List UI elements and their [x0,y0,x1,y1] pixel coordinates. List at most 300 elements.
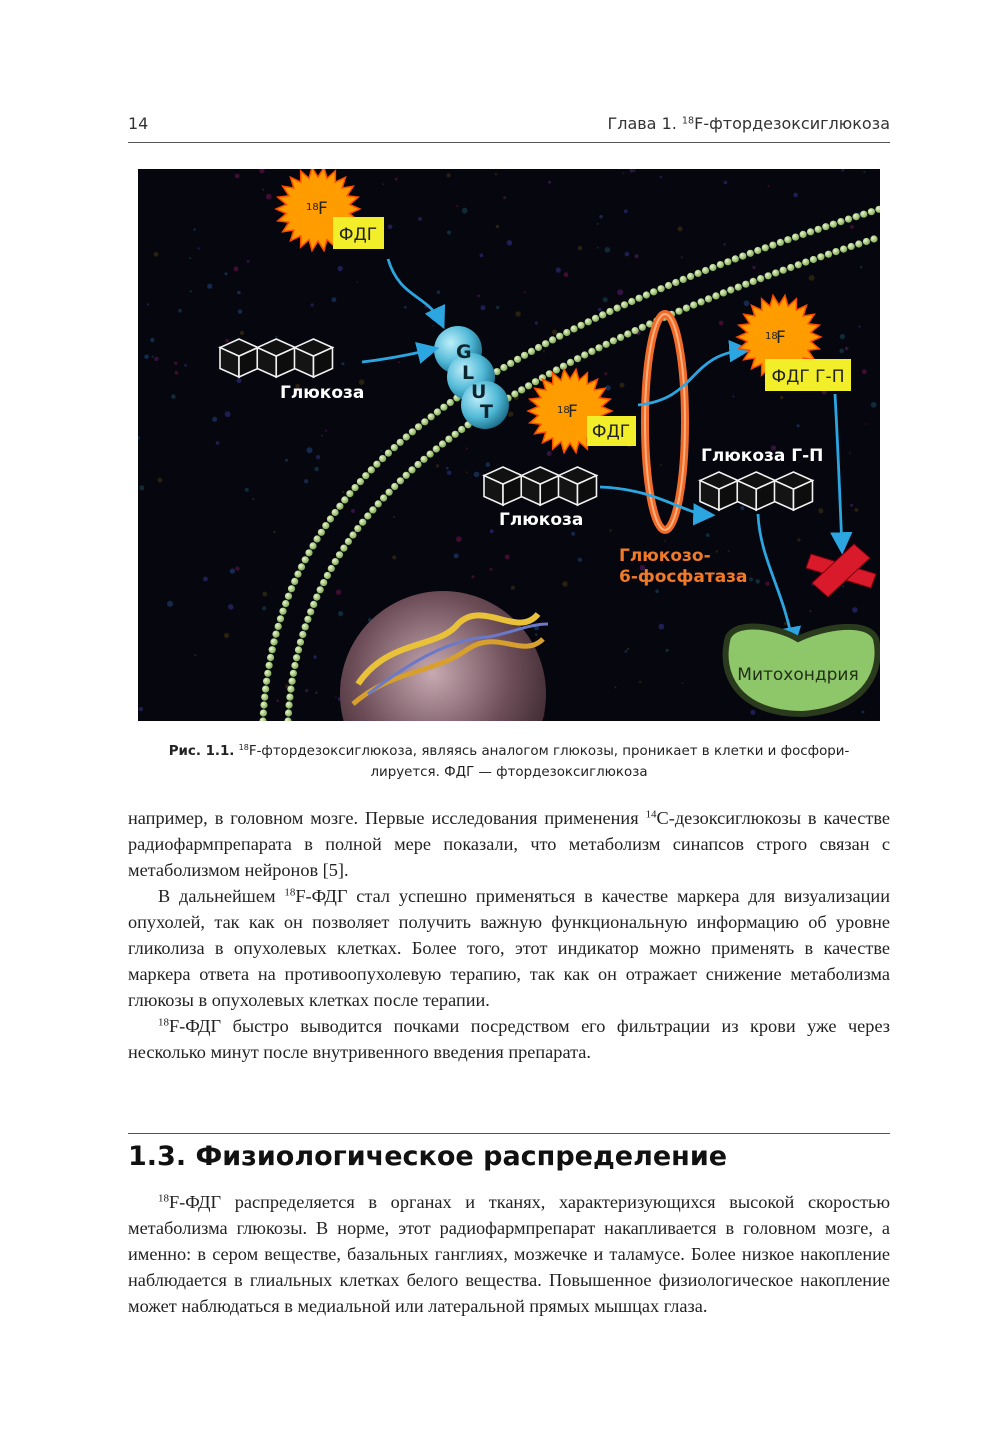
caption-text: F-фтордезоксиглюкоза, являясь аналогом глюкозы, проникает в клетки и фосфори- [248,744,850,759]
membrane-lipid-head [525,382,532,389]
membrane-lipid-head [599,311,606,318]
membrane-lipid-head [687,273,694,280]
fdg-badge-label: ФДГ [591,422,631,442]
background-speck [305,689,308,692]
background-speck [351,509,355,513]
membrane-lipid-head [294,571,301,578]
membrane-lipid-head [632,327,639,334]
membrane-lipid-head [795,261,802,268]
membrane-lipid-head [675,308,682,315]
caption-label: Рис. 1.1. [168,744,235,759]
background-speck [495,173,497,175]
background-speck [810,610,812,612]
background-speck [398,361,400,363]
membrane-lipid-head [860,211,867,218]
membrane-lipid-head [807,228,814,235]
membrane-lipid-head [341,496,348,503]
paragraph-text: В дальнейшем [158,886,285,906]
membrane-lipid-head [830,221,837,228]
membrane-lipid-head [845,216,852,223]
background-speck [599,215,602,218]
background-speck [486,462,491,467]
background-speck [388,225,393,230]
membrane-lipid-head [792,234,799,241]
background-speck [262,592,267,597]
membrane-lipid-head [452,431,459,438]
background-speck [247,260,250,263]
background-speck [447,230,451,234]
membrane-lipid-head [295,646,302,653]
section-divider [128,1133,890,1134]
membrane-lipid-head [282,600,289,607]
background-speck [733,396,735,398]
background-speck [230,568,235,573]
background-speck [765,582,769,586]
background-speck [571,532,575,536]
fdg-cell-diagram [138,169,880,721]
membrane-lipid-head [810,256,817,263]
background-speck [780,396,783,399]
background-speck [852,607,858,613]
glucose-gp-label: Глюкоза Г-П [701,446,824,466]
membrane-lipid-head [287,686,294,693]
membrane-lipid-head [445,436,452,443]
body-paragraphs [128,805,890,1065]
membrane-lipid-head [658,285,665,292]
background-speck [620,383,625,388]
membrane-lipid-head [610,337,617,344]
background-speck [238,309,243,314]
background-speck [395,178,398,181]
background-speck [854,508,858,512]
background-speck [639,681,641,683]
membrane-lipid-head [368,466,375,473]
background-speck [818,508,823,513]
background-speck [262,606,266,610]
background-speck [235,567,239,571]
membrane-lipid-head [636,295,643,302]
membrane-lipid-head [528,348,535,355]
background-speck [840,334,845,339]
background-speck [437,291,440,294]
membrane-lipid-head [261,694,268,701]
background-speck [625,252,630,257]
membrane-lipid-head [313,594,320,601]
background-speck [524,291,526,293]
background-speck [597,223,599,225]
background-speck [624,209,628,213]
background-speck [863,171,865,173]
membrane-lipid-head [603,341,610,348]
background-speck [862,711,865,714]
membrane-lipid-head [297,639,304,646]
fdg-cell-diagram-svg [138,169,880,721]
background-speck [505,554,510,559]
page-number: 14 [128,114,149,133]
membrane-lipid-head [815,226,822,233]
membrane-lipid-head [665,282,672,289]
background-speck [193,228,195,230]
background-speck [175,371,179,375]
background-speck [212,417,217,422]
membrane-lipid-head [293,654,300,661]
membrane-lipid-head [853,213,860,220]
background-speck [666,649,669,652]
membrane-lipid-head [720,289,727,296]
background-speck [598,308,602,312]
background-speck [203,577,208,582]
membrane-lipid-head [302,623,309,630]
background-speck [474,472,480,478]
section-body [128,1189,890,1319]
membrane-lipid-head [621,301,628,308]
background-speck [216,441,219,444]
background-speck [547,451,552,456]
f18-letter: F [318,199,328,219]
background-speck [635,254,639,258]
background-speck [466,448,468,450]
background-speck [174,362,177,365]
background-speck [225,411,231,417]
caption-line-1 [128,741,890,762]
membrane-lipid-head [780,267,787,274]
background-speck [859,326,861,328]
background-speck [446,467,449,470]
background-speck [614,686,616,688]
membrane-lipid-head [266,662,273,669]
membrane-lipid-head [817,253,824,260]
background-speck [660,464,662,466]
background-speck [235,174,240,179]
membrane-lipid-head [317,586,324,593]
membrane-lipid-head [434,408,441,415]
membrane-lipid-head [285,709,292,716]
glucose-label: Глюкоза [280,383,365,403]
background-speck [315,691,318,694]
membrane-lipid-head [802,259,809,266]
background-speck [716,550,718,552]
membrane-lipid-head [695,270,702,277]
background-speck [190,290,192,292]
background-speck [768,185,770,187]
background-speck [659,624,665,630]
background-speck [157,478,162,483]
membrane-lipid-head [286,701,293,708]
background-speck [471,575,474,578]
isotope-sup: 14 [645,808,657,821]
background-speck [578,246,583,251]
background-speck [311,303,314,306]
membrane-lipid-head [595,344,602,351]
membrane-lipid-head [421,418,428,425]
membrane-lipid-head [570,325,577,332]
background-speck [342,491,344,493]
membrane-lipid-head [717,261,724,268]
membrane-lipid-head [290,670,297,677]
background-speck [154,252,159,257]
background-speck [262,189,264,191]
background-speck [535,633,538,636]
membrane-lipid-head [712,292,719,299]
membrane-lipid-head [727,286,734,293]
membrane-lipid-head [285,593,292,600]
background-speck [321,435,323,437]
membrane-lipid-head [702,267,709,274]
background-speck [604,372,607,375]
membrane-lipid-head [327,515,334,522]
membrane-lipid-head [369,506,376,513]
membrane-lipid-head [357,478,364,485]
background-speck [332,297,337,302]
fdg-gp-badge-label: ФДГ Г-П [771,367,845,387]
membrane-lipid-head [698,298,705,305]
glucose-molecule-icon [220,339,332,377]
membrane-lipid-head [581,351,588,358]
background-speck [511,586,515,590]
membrane-lipid-head [349,531,356,538]
background-speck [490,568,493,571]
background-speck [490,529,494,533]
membrane-lipid-head [288,585,295,592]
membrane-lipid-head [549,336,556,343]
membrane-lipid-head [735,284,742,291]
background-speck [477,295,480,298]
background-speck [225,272,228,275]
membrane-lipid-head [272,631,279,638]
background-speck [207,284,212,289]
background-speck [496,225,500,229]
background-speck [273,531,276,534]
background-speck [237,291,241,295]
membrane-lipid-head [310,601,317,608]
membrane-lipid-head [855,240,862,247]
background-speck [660,176,662,178]
paragraph-text: F-ФДГ быстро выводится почками посредством его фильтрации из крови уже через несколько минут после внутривенного введения препарата. [128,1016,890,1062]
membrane-lipid-head [639,324,646,331]
caption-isotope-sup: 18 [238,743,249,753]
membrane-lipid-head [320,579,327,586]
f18-letter: F [776,328,786,348]
membrane-lipid-head [279,608,286,615]
background-speck [865,423,867,425]
membrane-lipid-head [397,477,404,484]
background-speck [603,297,608,302]
membrane-lipid-head [628,298,635,305]
membrane-lipid-head [765,272,772,279]
background-speck [228,604,234,610]
background-speck [723,243,725,245]
background-speck [793,193,798,198]
membrane-lipid-head [291,578,298,585]
membrane-lipid-head [500,364,507,371]
paragraph [128,1013,890,1065]
background-speck [431,316,435,320]
background-speck [839,349,844,354]
membrane-lipid-head [409,428,416,435]
background-speck [341,362,344,365]
background-speck [462,208,468,214]
isotope-sup: 18 [158,1016,169,1029]
membrane-lipid-head [757,275,764,282]
background-speck [225,339,228,342]
f18-mass-sup: 18 [765,331,778,342]
background-speck [285,459,288,462]
membrane-lipid-head [336,551,343,558]
background-speck [198,247,200,249]
background-speck [456,205,458,207]
membrane-lipid-head [391,444,398,451]
membrane-lipid-head [440,404,447,411]
background-speck [313,655,317,659]
membrane-lipid-head [415,423,422,430]
membrane-lipid-head [683,305,690,312]
background-speck [552,330,557,335]
background-speck [336,590,341,595]
membrane-lipid-head [291,662,298,669]
membrane-lipid-head [385,450,392,457]
membrane-lipid-head [556,333,563,340]
background-speck [797,538,800,541]
background-speck [744,300,750,306]
membrane-lipid-head [754,247,761,254]
membrane-lipid-head [578,322,585,329]
background-speck [314,467,319,472]
membrane-lipid-head [447,399,454,406]
background-speck [562,581,568,587]
membrane-lipid-head [772,269,779,276]
isotope-sup: 18 [284,886,296,899]
membrane-lipid-head [535,344,542,351]
background-speck [749,577,753,581]
chapter-isotope-sup: 18 [681,115,695,127]
membrane-lipid-head [762,244,769,251]
background-speck [728,550,730,552]
membrane-lipid-head [362,472,369,479]
background-speck [139,707,143,711]
membrane-lipid-head [305,549,312,556]
membrane-lipid-head [289,678,296,685]
background-speck [418,217,422,221]
background-speck [167,601,173,607]
membrane-lipid-head [825,251,832,258]
membrane-lipid-head [532,378,539,385]
background-speck [252,498,254,500]
background-speck [664,540,666,542]
section-heading: 1.3. Физиологическое распределение [128,1141,728,1172]
membrane-lipid-head [260,701,267,708]
glucose-label: Глюкоза [499,510,584,530]
membrane-lipid-head [742,281,749,288]
membrane-lipid-head [863,238,870,245]
membrane-lipid-head [521,352,528,359]
membrane-lipid-head [270,638,277,645]
membrane-lipid-head [354,525,361,532]
membrane-lipid-head [680,276,687,283]
membrane-lipid-head [403,472,410,479]
paragraph-text: например, в головном мозге. Первые исследования применения [128,808,646,828]
membrane-lipid-head [307,608,314,615]
background-speck [750,710,755,715]
membrane-lipid-head [340,545,347,552]
membrane-lipid-head [346,490,353,497]
background-speck [862,369,867,374]
membrane-lipid-head [433,445,440,452]
background-speck [849,452,851,454]
paragraph [128,1189,890,1319]
f18-letter: F [568,402,578,422]
glucose-6-phosphate-molecule-icon [700,472,812,510]
background-speck [466,472,468,474]
background-speck [556,268,561,273]
background-speck [784,622,787,625]
background-speck [304,479,308,483]
phosphatase-label-line1: Глюкозо- [619,546,711,566]
membrane-lipid-head [299,631,306,638]
membrane-lipid-head [458,426,465,433]
membrane-lipid-head [747,250,754,257]
membrane-lipid-head [379,455,386,462]
background-speck [266,194,272,200]
membrane-lipid-head [784,236,791,243]
background-speck [681,256,683,258]
membrane-lipid-head [787,264,794,271]
membrane-lipid-head [705,295,712,302]
background-speck [147,303,149,305]
background-speck [623,173,625,175]
background-speck [678,226,683,231]
background-speck [850,504,853,507]
glut-letter: G [456,341,472,363]
background-speck [404,306,407,309]
membrane-lipid-head [328,565,335,572]
membrane-lipid-head [391,483,398,490]
background-speck [578,558,582,562]
background-speck [625,650,628,653]
chapter-prefix: Глава 1. [607,114,682,133]
background-speck [845,347,849,351]
membrane-lipid-head [373,461,380,468]
membrane-lipid-head [709,264,716,271]
membrane-lipid-head [428,413,435,420]
membrane-lipid-head [267,654,274,661]
background-speck [724,181,728,185]
paragraph [128,883,890,1013]
glucose-molecule-icon [484,467,596,505]
membrane-lipid-head [336,503,343,510]
membrane-lipid-head [322,522,329,529]
membrane-lipid-head [375,500,382,507]
membrane-lipid-head [840,246,847,253]
background-speck [627,648,630,651]
running-header [128,112,890,143]
membrane-lipid-head [672,279,679,286]
background-speck [543,350,545,352]
paragraph-text: F-ФДГ стал успешно применяться в качестве маркера для визуализации опухолей, так как он позволяет получить важную функциональную информацию об уровне гликолиза в опухолевых клетках. Более того, этот индикатор можно применять в качестве маркера ответа на противоопухолевую терапию, так как он отражает снижение метаболизма глюкозы в опухолевых клетках после терапии. [128,886,890,1010]
membrane-lipid-head [514,356,521,363]
membrane-lipid-head [332,509,339,516]
membrane-lipid-head [574,355,581,362]
membrane-lipid-head [769,242,776,249]
background-speck [436,464,439,467]
background-speck [194,654,196,656]
background-speck [503,196,506,199]
background-speck [150,338,154,342]
membrane-lipid-head [800,231,807,238]
membrane-lipid-head [614,305,621,312]
membrane-lipid-head [359,519,366,526]
background-speck [548,181,551,184]
background-speck [184,364,187,367]
